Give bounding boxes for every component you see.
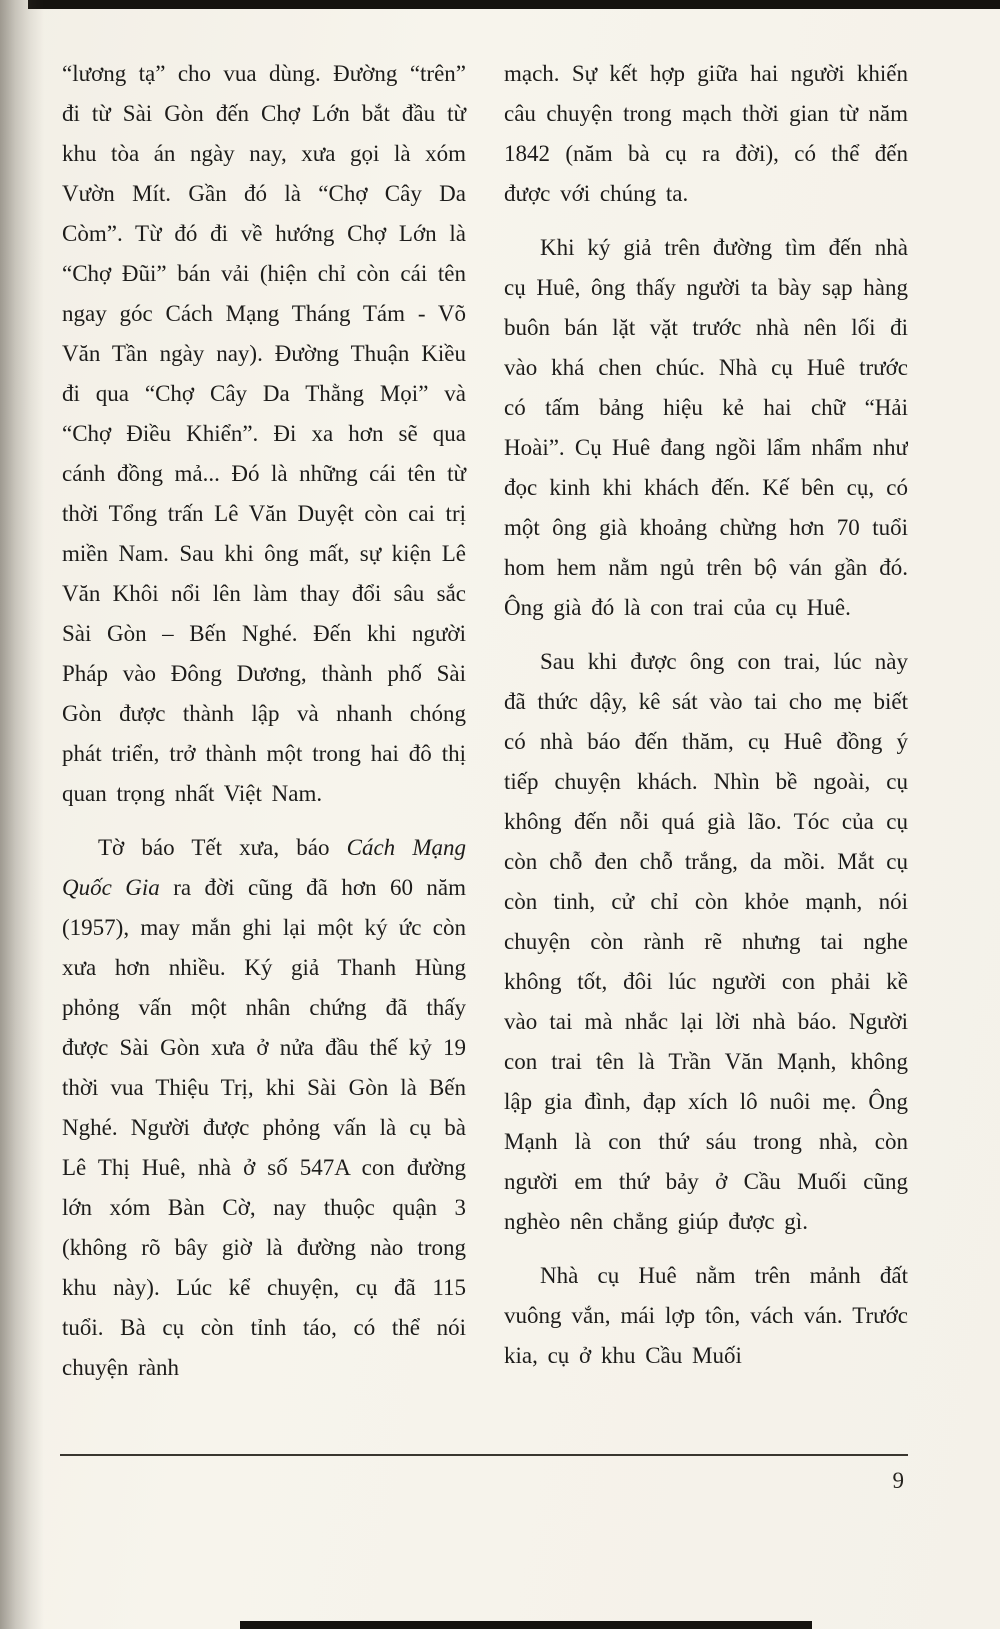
paragraph-continuation: mạch. Sự kết hợp giữa hai người khiến câu chuyện trong mạch thời gian từ năm 1842 (năm bà cụ ra đời), có thể đến được với chúng ta.	[504, 61, 908, 206]
paragraph: Sau khi được ông con trai, lúc này đã thức dậy, kê sát vào tai cho mẹ biết có nhà báo đến thăm, cụ Huê đồng ý tiếp chuyện khách. Nhìn bề ngoài, cụ không đến nỗi quá già lão. Tóc của cụ còn chỗ đen chỗ trắng, da mồi. Mắt cụ còn tinh, cử chỉ còn khỏe mạnh, nói chuyện còn rành rẽ nhưng tai nghe không tốt, đôi lúc người con phải kề vào tai mà nhắc lại lời nhà báo. Người con trai tên là Trần Văn Mạnh, không lập gia đình, đạp xích lô nuôi mẹ. Ông Mạnh là con thứ sáu trong nhà, còn người em thứ bảy ở Cầu Muối cũng nghèo nên chẳng giúp được gì.	[504, 649, 908, 1234]
newspaper-title-italic: Cách Mạng Quốc Gia	[62, 835, 466, 900]
footer-rule	[60, 1454, 908, 1456]
paragraph: Nhà cụ Huê nằm trên mảnh đất vuông vắn, mái lợp tôn, vách ván. Trước kia, cụ ở khu Cầu Muối	[504, 1263, 908, 1368]
left-column	[62, 54, 466, 1450]
right-column	[504, 54, 908, 1450]
scan-edge-bottom	[240, 1621, 812, 1629]
gutter-shadow	[0, 0, 44, 1629]
scan-edge-top	[28, 0, 1000, 9]
paragraph: Khi ký giả trên đường tìm đến nhà cụ Huê, ông thấy người ta bày sạp hàng buôn bán lặt vặt trước nhà nên lối đi vào khá chen chúc. Nhà cụ Huê trước có tấm bảng hiệu kẻ hai chữ “Hải Hoài”. Cụ Huê đang ngồi lẩm nhẩm như đọc kinh khi khách đến. Kế bên cụ, có một ông già khoảng chừng hơn 70 tuổi hom hem nằm ngủ trên bộ ván gần đó. Ông già đó là con trai của cụ Huê.	[504, 235, 908, 620]
text-run: Tờ báo Tết xưa, báo	[98, 835, 347, 860]
page-content	[62, 54, 908, 1450]
page-number: 9	[892, 1468, 904, 1493]
paragraph-continuation: “lương tạ” cho vua dùng. Đường “trên” đi từ Sài Gòn đến Chợ Lớn bắt đầu từ khu tòa án ngày nay, xưa gọi là xóm Vườn Mít. Gần đó là “Chợ Cây Da Còm”. Từ đó đi về hướng Chợ Lớn là “Chợ Đũi” bán vải (hiện chỉ còn cái tên ngay góc Cách Mạng Tháng Tám - Võ Văn Tần ngày nay). Đường Thuận Kiều đi qua “Chợ Cây Da Thằng Mọi” và “Chợ Điều Khiển”. Đi xa hơn sẽ qua cánh đồng mả... Đó là những cái tên từ thời Tổng trấn Lê Văn Duyệt còn cai trị miền Nam. Sau khi ông mất, sự kiện Lê Văn Khôi nổi lên làm thay đổi sâu sắc Sài Gòn – Bến Nghé. Đến khi người Pháp vào Đông Dương, thành phố Sài Gòn được thành lập và nhanh chóng phát triển, trở thành một trong hai đô thị quan trọng nhất Việt Nam.	[62, 61, 466, 806]
text-run: ra đời cũng đã hơn 60 năm (1957), may mắn ghi lại một ký ức còn xưa hơn nhiều. Ký giả Thanh Hùng phỏng vấn một nhân chứng đã thấy được Sài Gòn xưa ở nửa đầu thế kỷ 19 thời vua Thiệu Trị, khi Sài Gòn là Bến Nghé. Người được phỏng vấn là cụ bà Lê Thị Huê, nhà ở số 547A con đường lớn xóm Bàn Cờ, nay thuộc quận 3 (không rõ bây giờ là đường nào trong khu này). Lúc kể chuyện, cụ đã 115 tuổi. Bà cụ còn tỉnh táo, có thể nói chuyện rành	[62, 875, 466, 1380]
paragraph	[62, 828, 466, 1388]
